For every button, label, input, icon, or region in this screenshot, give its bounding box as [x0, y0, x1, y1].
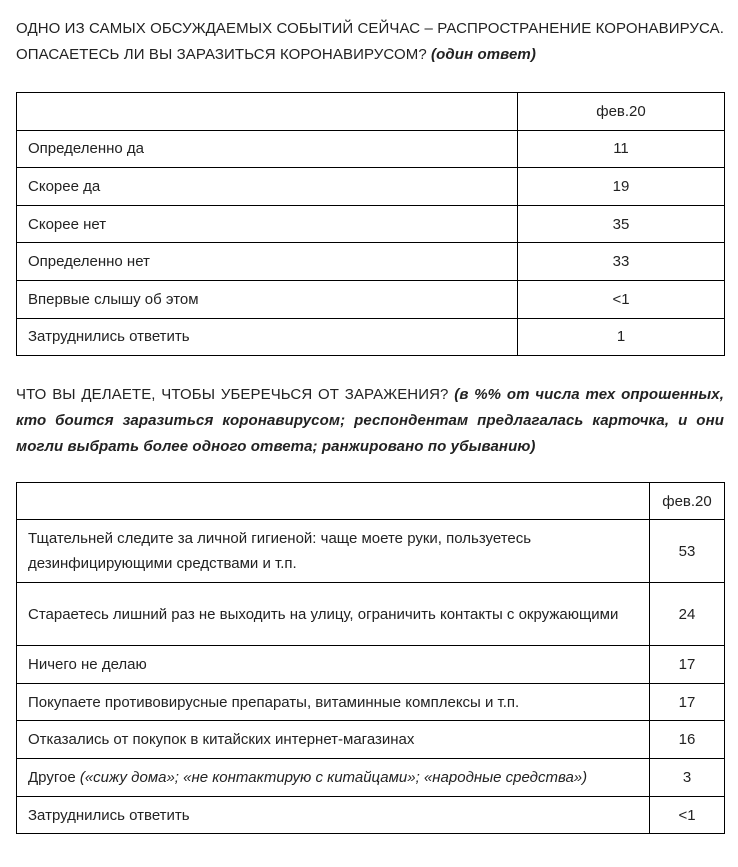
- column-header: фев.20: [650, 483, 725, 520]
- row-label: Отказались от покупок в китайских интернет-магазинах: [17, 721, 650, 759]
- table-row: [17, 646, 725, 684]
- table-row: [17, 759, 725, 797]
- row-label: Определенно да: [17, 130, 518, 168]
- column-header: фев.20: [518, 93, 725, 131]
- row-value: 35: [518, 205, 725, 243]
- table-row: [17, 583, 725, 646]
- row-label: Ничего не делаю: [17, 646, 650, 684]
- row-value: <1: [518, 280, 725, 318]
- question-1-note: (один ответ): [431, 46, 536, 63]
- question-1-text: ОДНО ИЗ САМЫХ ОБСУЖДАЕМЫХ СОБЫТИЙ СЕЙЧАС – РАСПРОСТРАНЕНИЕ КОРОНАВИРУСА. ОПАСАЕТЕСЬ ЛИ ВЫ ЗАРАЗИТЬСЯ КОРОНАВИРУСОМ?: [16, 20, 724, 63]
- question-1: [16, 16, 724, 68]
- results-table-1: [16, 92, 725, 356]
- results-table-2: [16, 482, 725, 834]
- header-empty-cell: [17, 93, 518, 131]
- row-label: Затруднились ответить: [17, 796, 650, 834]
- row-value: 24: [650, 583, 725, 646]
- table-row: [17, 130, 725, 168]
- row-label: Тщательней следите за личной гигиеной: чаще моете руки, пользуетесь дезинфицирующими средствами и т.п.: [17, 520, 650, 583]
- table-row: [17, 243, 725, 281]
- row-label-note: («сижу дома»; «не контактирую с китайцами»; «народные средства»): [79, 768, 588, 786]
- question-2-text: ЧТО ВЫ ДЕЛАЕТЕ, ЧТОБЫ УБЕРЕЧЬСЯ ОТ ЗАРАЖЕНИЯ?: [16, 386, 449, 403]
- row-value: 11: [518, 130, 725, 168]
- table-row: [17, 168, 725, 206]
- table-row: [17, 796, 725, 834]
- table-row: [17, 318, 725, 356]
- header-empty-cell: [17, 483, 650, 520]
- table-header-row: [17, 93, 725, 131]
- row-label: Другое: [28, 768, 76, 786]
- row-value: 17: [650, 646, 725, 684]
- row-value: <1: [650, 796, 725, 834]
- row-value: 33: [518, 243, 725, 281]
- row-value: 19: [518, 168, 725, 206]
- row-value: 1: [518, 318, 725, 356]
- table-header-row: [17, 483, 725, 520]
- row-value: 53: [650, 520, 725, 583]
- row-label: Затруднились ответить: [17, 318, 518, 356]
- row-label: Определенно нет: [17, 243, 518, 281]
- row-label-cell: [17, 759, 650, 797]
- row-label: Стараетесь лишний раз не выходить на улицу, ограничить контакты с окружающими: [17, 583, 650, 646]
- row-label: Скорее да: [17, 168, 518, 206]
- row-label: Скорее нет: [17, 205, 518, 243]
- row-label: Впервые слышу об этом: [17, 280, 518, 318]
- row-value: 16: [650, 721, 725, 759]
- row-value: 17: [650, 683, 725, 721]
- row-label: Покупаете противовирусные препараты, витаминные комплексы и т.п.: [17, 683, 650, 721]
- row-value: 3: [650, 759, 725, 797]
- question-2: [16, 382, 724, 460]
- table-row: [17, 721, 725, 759]
- question-2-note: (в %% от числа тех опрошенных, кто боится заразиться коронавирусом; респондентам предлагалась карточка, и они могли выбрать более одного ответа; ранжировано по убыванию): [16, 386, 724, 455]
- table-row: [17, 520, 725, 583]
- table-row: [17, 205, 725, 243]
- table-row: [17, 683, 725, 721]
- table-row: [17, 280, 725, 318]
